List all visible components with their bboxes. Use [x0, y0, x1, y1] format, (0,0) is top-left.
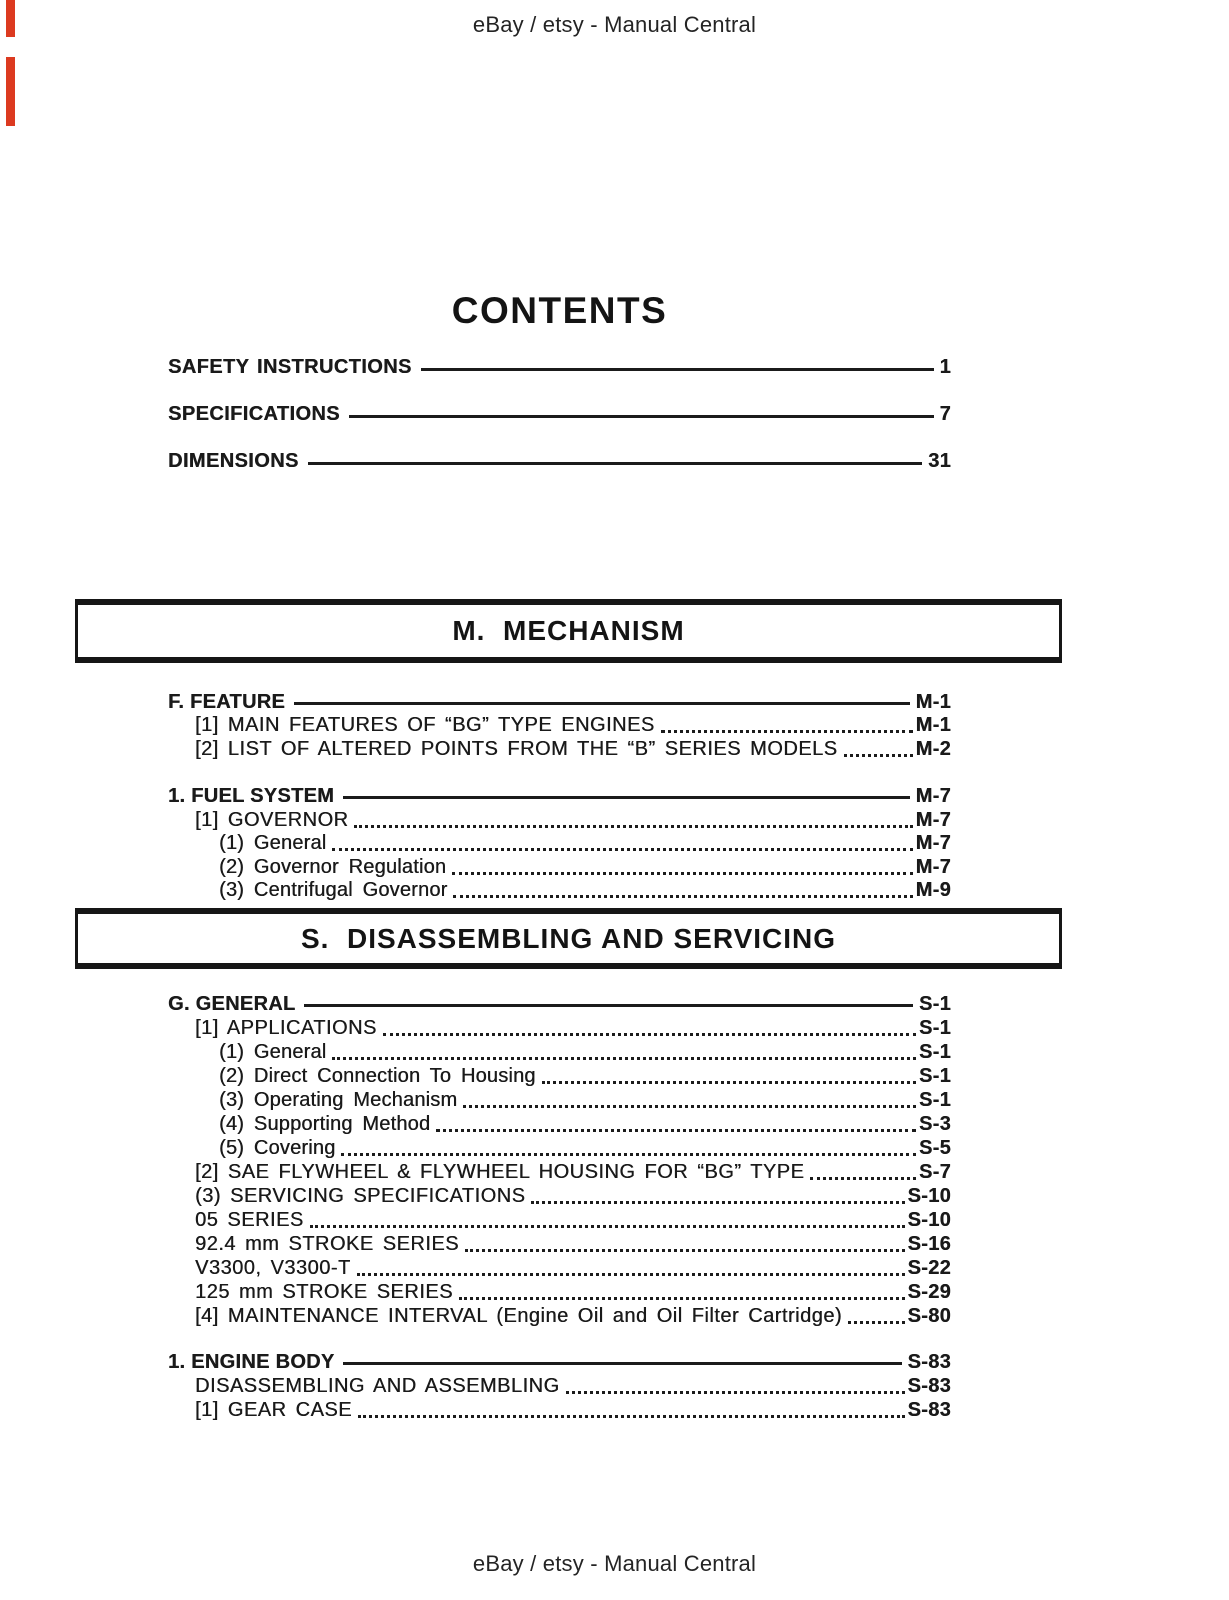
toc-servicing: [168, 992, 951, 1422]
section-banner-mechanism: [75, 599, 1062, 663]
toc-entry: [168, 1256, 951, 1280]
toc-entry-page-number: M-1: [915, 714, 951, 736]
toc-entry-label: (3) Operating Mechanism: [219, 1089, 458, 1111]
toc-entry: [168, 690, 951, 714]
toc-entry-page-number: M-9: [915, 879, 951, 901]
toc-entry-page-number: S-3: [918, 1113, 951, 1135]
toc-entry-label: [2] LIST OF ALTERED POINTS FROM THE “B” SERIES MODELS: [195, 737, 838, 760]
toc-entry-label: DIMENSIONS: [168, 450, 299, 472]
leader-line: [343, 796, 910, 799]
leader-line: [453, 895, 912, 898]
toc-entry-page-number: S-83: [907, 1351, 951, 1373]
toc-entry-page-number: S-1: [918, 1065, 951, 1087]
section-banner-disassembling: [75, 908, 1062, 969]
leader-line: [349, 415, 934, 418]
leader-line: [810, 1177, 916, 1180]
leader-line: [566, 1391, 905, 1394]
leader-line: [308, 462, 922, 465]
leader-line: [542, 1081, 916, 1084]
toc-entry: [168, 400, 951, 426]
toc-entry-label: (2) Governor Regulation: [219, 855, 447, 878]
toc-entry-page-number: 31: [928, 450, 951, 472]
toc-entry: [168, 1398, 951, 1422]
toc-entry-page-number: M-7: [915, 855, 951, 878]
toc-entry: [168, 1208, 951, 1232]
toc-entry-label: G. GENERAL: [168, 993, 296, 1015]
leader-line: [465, 1249, 905, 1252]
toc-entry: [168, 1184, 951, 1208]
page-title: CONTENTS: [451, 290, 668, 331]
toc-entry-label: [1] APPLICATIONS: [195, 1017, 377, 1039]
toc-entry-page-number: S-83: [907, 1399, 951, 1421]
toc-entry-label: [2] SAE FLYWHEEL & FLYWHEEL HOUSING FOR “BG” TYPE: [195, 1161, 805, 1183]
toc-entry: [168, 1374, 951, 1398]
toc-entry-page-number: S-10: [907, 1185, 951, 1207]
leader-line: [358, 1415, 905, 1418]
toc-entry-label: 05 SERIES: [195, 1209, 304, 1231]
toc-entry-page-number: 7: [939, 403, 951, 425]
toc-entry-label: 1. FUEL SYSTEM: [168, 785, 335, 807]
toc-entry-page-number: M-7: [915, 785, 951, 807]
toc-entry-page-number: S-1: [918, 1017, 951, 1039]
scan-red-mark-bottom: [6, 57, 15, 126]
toc-entry-page-number: S-10: [907, 1209, 951, 1231]
toc-entry-label: SPECIFICATIONS: [168, 403, 340, 425]
toc-entry-page-number: S-29: [907, 1281, 951, 1303]
toc-entry: [168, 1064, 951, 1088]
toc-entry-page-number: M-7: [915, 808, 951, 831]
toc-entry-page-number: S-16: [907, 1233, 951, 1255]
leader-line: [357, 1273, 905, 1276]
leader-line: [341, 1153, 916, 1156]
section-banner-title: S. DISASSEMBLING AND SERVICING: [300, 922, 837, 954]
toc-entry: [168, 879, 951, 903]
toc-entry-page-number: S-1: [918, 1041, 951, 1063]
toc-entry-label: [1] GEAR CASE: [195, 1399, 352, 1421]
leader-line: [354, 825, 912, 828]
section-banner-title: M. MECHANISM: [452, 615, 685, 646]
leader-line: [459, 1297, 905, 1300]
toc-entry: [168, 447, 951, 473]
leader-line: [294, 702, 910, 705]
toc-entry-page-number: S-5: [918, 1137, 951, 1159]
toc-entry-page-number: S-83: [907, 1375, 951, 1397]
leader-line: [310, 1225, 905, 1228]
leader-line: [531, 1201, 904, 1204]
toc-entry: [168, 353, 951, 379]
toc-entry-label: (2) Direct Connection To Housing: [219, 1065, 536, 1087]
toc-entry-page-number: S-1: [918, 1089, 951, 1111]
leader-line: [844, 754, 913, 757]
toc-entry: [168, 855, 951, 879]
toc-entry: [168, 1232, 951, 1256]
toc-entry-label: (5) Covering: [219, 1137, 336, 1159]
header-watermark: eBay / etsy - Manual Central: [472, 12, 757, 37]
toc-entry: [168, 1016, 951, 1040]
toc-entry-label: (3) Centrifugal Governor: [219, 879, 448, 901]
toc-group-feature: [168, 690, 951, 761]
toc-entry-label: (1) General: [219, 832, 327, 854]
toc-mechanism: [168, 690, 951, 902]
toc-entry-label: [4] MAINTENANCE INTERVAL (Engine Oil and Oil Filter Cartridge): [195, 1305, 843, 1327]
toc-entry-label: 92.4 mm STROKE SERIES: [195, 1233, 460, 1255]
toc-entry: [168, 1112, 951, 1136]
toc-entry: [168, 1136, 951, 1160]
toc-entry: [168, 1280, 951, 1304]
leader-line: [452, 872, 913, 875]
toc-entry-page-number: M-1: [915, 690, 951, 713]
toc-group-fuel-system: [168, 785, 951, 903]
toc-entry: [168, 992, 951, 1016]
toc-entry: [168, 1350, 951, 1374]
toc-entry-page-number: S-80: [907, 1305, 951, 1327]
toc-entry: [168, 832, 951, 856]
toc-entry-label: 125 mm STROKE SERIES: [195, 1281, 453, 1303]
footer-watermark: eBay / etsy - Manual Central: [472, 1551, 757, 1576]
toc-entry: [168, 737, 951, 761]
leader-line: [436, 1129, 916, 1132]
toc-entry: [168, 1160, 951, 1184]
toc-entry-label: (4) Supporting Method: [219, 1113, 431, 1135]
toc-entry-label: [1] GOVERNOR: [195, 808, 349, 831]
toc-entry-page-number: M-2: [915, 737, 951, 760]
toc-top-level: [168, 353, 951, 494]
toc-entry-page-number: S-7: [918, 1161, 951, 1183]
toc-entry: [168, 808, 951, 832]
toc-entry-label: F. FEATURE: [168, 690, 286, 713]
toc-entry: [168, 1088, 951, 1112]
toc-entry-label: DISASSEMBLING AND ASSEMBLING: [195, 1375, 560, 1397]
toc-entry-page-number: M-7: [915, 832, 951, 854]
leader-line: [421, 368, 934, 371]
leader-line: [343, 1362, 901, 1365]
leader-line: [383, 1033, 916, 1036]
toc-entry-page-number: S-1: [918, 993, 951, 1015]
leader-line: [332, 848, 912, 851]
leader-line: [661, 730, 913, 733]
leader-line: [463, 1105, 916, 1108]
toc-entry: [168, 785, 951, 809]
leader-line: [332, 1057, 916, 1060]
toc-entry: [168, 714, 951, 738]
toc-group-engine-body: [168, 1350, 951, 1422]
toc-group-general: [168, 992, 951, 1328]
toc-entry-label: [1] MAIN FEATURES OF “BG” TYPE ENGINES: [195, 714, 655, 736]
toc-entry-page-number: S-22: [907, 1257, 951, 1279]
toc-entry-label: (1) General: [219, 1041, 327, 1063]
toc-entry: [168, 1040, 951, 1064]
toc-entry-label: (3) SERVICING SPECIFICATIONS: [195, 1185, 526, 1207]
toc-entry-label: SAFETY INSTRUCTIONS: [168, 356, 412, 378]
toc-entry-label: 1. ENGINE BODY: [168, 1351, 335, 1373]
toc-entry-label: V3300, V3300-T: [195, 1257, 351, 1279]
toc-entry-page-number: 1: [939, 356, 951, 378]
leader-line: [304, 1004, 913, 1007]
toc-entry: [168, 1304, 951, 1328]
leader-line: [848, 1321, 905, 1324]
